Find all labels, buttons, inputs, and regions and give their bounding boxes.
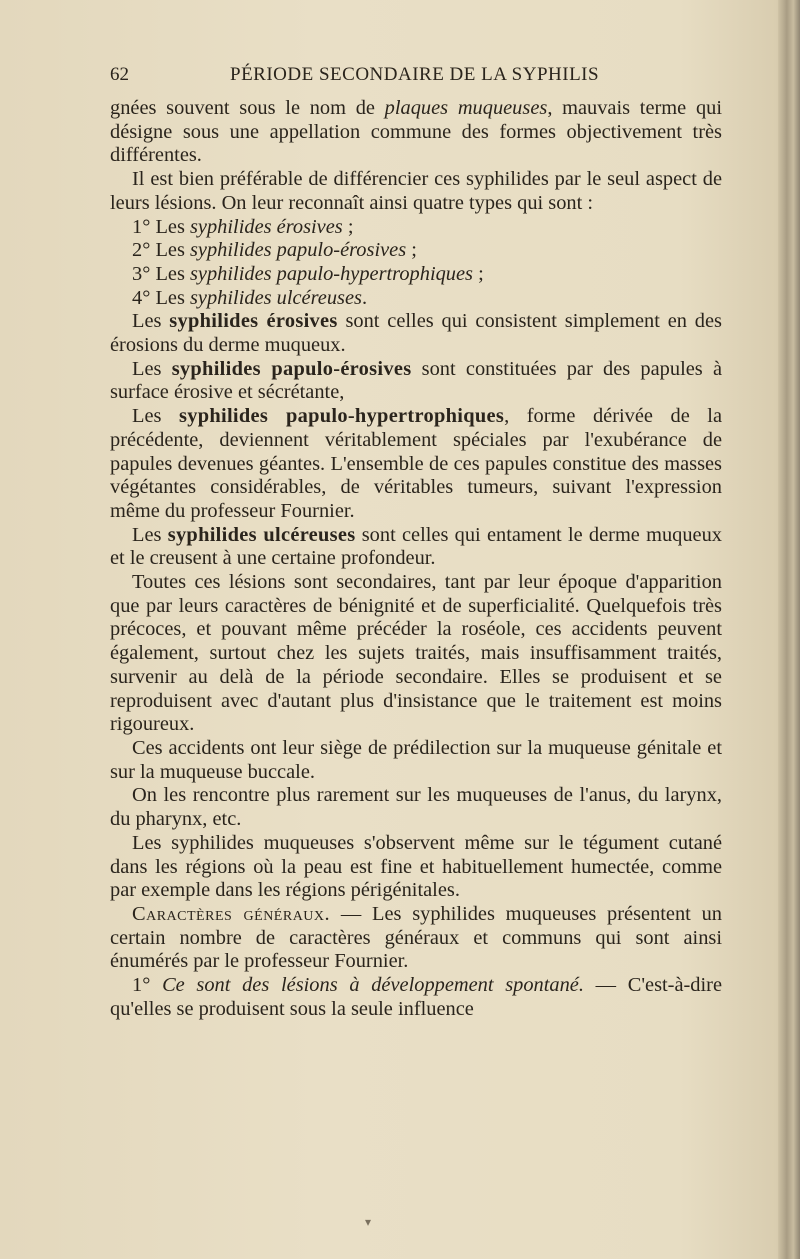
item-number: 2° Les — [132, 239, 190, 262]
bold-term: syphilides ulcéreuses — [167, 523, 356, 546]
paragraph — [110, 97, 722, 168]
text-run: sont constituées par des papules à surface érosive et sécrétante, — [110, 357, 723, 404]
paragraph: Toutes ces lésions sont secondaires, tant par leur époque d'apparition que par leurs caractères de bénignité et de superficialité. Quelquefois très précoces, et pouvant même précéder la roséole, ces accidents peuvent également, surtout chez les sujets traités, mais insuffisamment traités, survenir au delà de la période secondaire. Elles se produisent et se reproduisent avec d'autant plus d'insistance que le traitement est moins rigoureux. — [110, 571, 722, 736]
text-run: ; — [406, 239, 417, 262]
section-heading: Caractères généraux. — [132, 902, 331, 925]
text-run: Les — [132, 310, 170, 333]
italic-term: Ce sont des lésions à développement spontané. — [162, 974, 584, 997]
italic-term: plaques muqueuses — [384, 97, 548, 119]
paragraph — [110, 974, 722, 1021]
paragraph: Les syphilides muqueuses s'observent même sur le tégument cutané dans les régions où la peau est fine et habituellement humectée, comme par exemple dans les régions périgénitales. — [110, 831, 722, 902]
item-number: 1° — [132, 974, 163, 997]
text-run: Les — [132, 357, 172, 380]
body-text — [110, 97, 722, 1021]
text-run: Les — [132, 405, 179, 428]
item-number: 3° Les — [132, 262, 190, 285]
running-title: PÉRIODE SECONDAIRE DE LA SYPHILIS — [230, 64, 600, 85]
italic-term: syphilides érosives — [190, 215, 343, 238]
text-run: ; — [472, 262, 484, 285]
list-item — [110, 216, 722, 240]
list-item — [110, 263, 722, 287]
text-run: . — [361, 286, 368, 309]
text-run: — Les syphilides muqueuses présentent un certain nombre de caractères généraux et communs qui sont ainsi énumérés par le professeur Fournier. — [110, 902, 722, 973]
paragraph: Il est bien préférable de différencier ces syphilides par le seul aspect de leurs lésions. On leur reconnaît ainsi quatre types qui sont : — [110, 168, 722, 214]
text-run: , mauvais terme qui désigne sous une appellation commune des formes objectivement très différentes. — [110, 97, 722, 167]
page-number: 62 — [110, 64, 129, 85]
text-run: ; — [342, 215, 354, 238]
paragraph — [110, 524, 722, 571]
paragraph — [110, 405, 722, 524]
item-number: 1° Les — [132, 215, 190, 238]
text-run: sont celles qui entament le derme muqueux et le creusent à une certaine profondeur. — [110, 523, 722, 570]
paragraph — [110, 358, 722, 405]
paragraph — [110, 903, 722, 974]
text-run: gnées souvent sous le nom de — [110, 97, 385, 119]
text-run: Les — [132, 523, 168, 546]
list-item — [110, 239, 722, 263]
page-edge — [778, 0, 800, 1259]
paragraph: Ces accidents ont leur siège de prédilection sur la muqueuse génitale et sur la muqueuse buccale. — [110, 736, 722, 783]
paragraph — [110, 310, 722, 357]
bold-term: syphilides érosives — [169, 310, 338, 333]
italic-term: syphilides ulcéreuses — [190, 286, 362, 309]
italic-term: syphilides papulo-érosives — [190, 239, 407, 262]
page-header — [110, 64, 720, 90]
paragraph: On les rencontre plus rarement sur les muqueuses de l'anus, du larynx, du pharynx, etc. — [110, 784, 722, 831]
printer-mark: ▾ — [365, 1215, 372, 1229]
list-item — [110, 287, 722, 311]
bold-term: syphilides papulo-hypertrophiques — [178, 405, 505, 428]
italic-term: syphilides papulo-hypertrophiques — [190, 262, 473, 285]
text-run: , forme dérivée de la précédente, deviennent véritablement spéciales par l'exubérance de papules devenues géantes. L'ensemble de ces papules constitue des masses végétantes considérables, de véritables tumeurs, suivant l'expression même du professeur Fournier. — [110, 405, 722, 522]
text-run: sont celles qui consistent simplement en des érosions du derme muqueux. — [110, 310, 722, 357]
bold-term: syphilides papulo-érosives — [171, 357, 412, 380]
text-run: — C'est-à-dire qu'elles se produisent sous la seule influence — [110, 974, 723, 1020]
item-number: 4° Les — [132, 286, 190, 309]
